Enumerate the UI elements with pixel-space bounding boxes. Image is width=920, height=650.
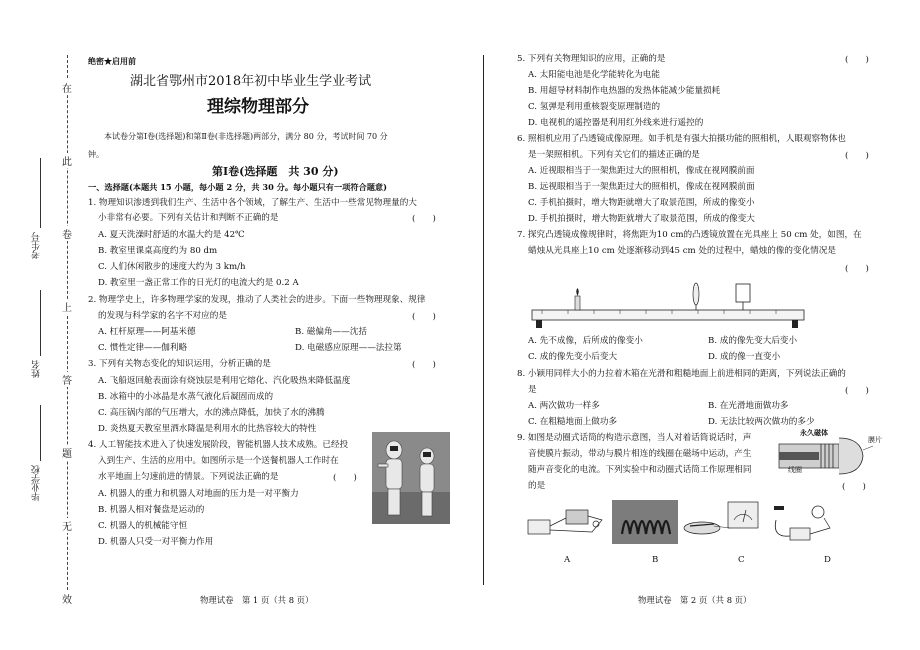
- binding-char: 无: [57, 518, 77, 533]
- question-text: 9. 如图是动圈式话筒的构造示意图，当人对着话筒说话时，声: [517, 433, 752, 443]
- answer-paren[interactable]: ( ): [412, 360, 436, 370]
- question-text: 8. 小颖用同样大小的力拉着木箱在光滑和粗糙地面上前进相同的距离，下列说法正确的: [517, 369, 846, 379]
- question-text: 是一架照相机。下列有关它们的描述正确的是: [528, 150, 700, 160]
- page-footer: 物理试卷 第 1 页（共 8 页）: [200, 595, 314, 605]
- option: C. 成的像先变小后变大: [528, 352, 618, 362]
- secret-mark: 绝密★启用前: [88, 56, 136, 66]
- answer-paren[interactable]: ( ): [333, 473, 357, 483]
- option: A. 太阳能电池是化学能转化为电能: [528, 70, 660, 80]
- question-text: 是: [528, 385, 537, 395]
- option: D. 电视机的遥控器是利用红外线来进行遥控的: [528, 118, 704, 128]
- option: A. 先不成像，后所成的像变小: [528, 336, 643, 346]
- question-text: 6. 照相机应用了凸透镜成像原理。如手机是有强大拍摄功能的照相机，人眼观察物体也: [517, 134, 846, 144]
- option: D. 无法比较两次做功的多少: [708, 417, 815, 427]
- page-footer: 物理试卷 第 2 页（共 8 页）: [638, 595, 752, 605]
- binding-char: 题: [57, 445, 77, 460]
- figure-d-circuit: [766, 498, 838, 548]
- binding-char: 上: [57, 299, 77, 314]
- option: C. 手机拍摄时，增大物距就增大了取景范围，所成的像变小: [528, 198, 755, 208]
- option: B. 磁偏角——沈括: [295, 327, 367, 337]
- field-label-school: 毕业学校: [32, 465, 42, 501]
- question-text: 的是: [528, 481, 546, 491]
- answer-paren[interactable]: ( ): [412, 312, 436, 322]
- part-title: 第Ⅰ卷(选择题 共 30 分): [212, 165, 339, 178]
- question-text: 蜡烛从光具座上10 cm 处逐渐移动到45 cm 处的过程中，蜡烛的像的变化情况是: [528, 246, 836, 256]
- question-text: 3. 下列有关物态变化的知识运用，分析正确的是: [88, 359, 271, 369]
- field-line[interactable]: [40, 405, 41, 461]
- mic-label-magnet: 永久磁体: [800, 428, 828, 437]
- mic-label-diaphragm: 膜片: [868, 436, 882, 444]
- answer-paren[interactable]: ( ): [842, 482, 866, 492]
- option: A. 杠杆原理——阿基米德: [98, 327, 196, 337]
- question-text: 4. 人工智能技术进入了快速发展阶段，智能机器人技术成熟。已经投: [88, 440, 349, 450]
- option: D. 机器人只受一对平衡力作用: [98, 537, 214, 547]
- section-title: 一、选择题(本题共 15 小题，每小题 2 分，共 30 分。每小题只有一项符合题意): [88, 182, 387, 192]
- option: A. 两次做功一样多: [528, 401, 600, 411]
- question-text: 小非常有必要。下列有关估计和判断不正确的是: [98, 213, 279, 223]
- option: C. 惯性定律——伽利略: [98, 343, 188, 353]
- question-text: 的发现与科学家的名字不对应的是: [98, 311, 227, 321]
- field-label-exam-number: 考生号: [32, 232, 42, 259]
- question-text: 入到生产、生活的应用中。如图所示是一个送餐机器人工作时在: [98, 456, 339, 466]
- option: C. 高压锅内部的气压增大，水的沸点降低，加快了水的沸腾: [98, 408, 325, 418]
- intro-line: 钟。: [88, 150, 104, 159]
- option: C. 在粗糙地面上做功多: [528, 417, 618, 427]
- answer-paren[interactable]: ( ): [845, 386, 869, 396]
- optical-bench-figure: [530, 278, 810, 330]
- option: D. 手机拍摄时，增大物距就增大了取景范围，所成的像变大: [528, 214, 755, 224]
- option: C. 氢弹是利用重核裂变原理制造的: [528, 102, 661, 112]
- question-text: 2. 物理学史上，许多物理学家的发现，推动了人类社会的进步。下面一些物理现象、规律: [88, 295, 426, 305]
- figure-label: D: [824, 555, 831, 565]
- option: C. 人们休闲散步的速度大约为 3 km/h: [98, 262, 246, 272]
- figure-label: C: [738, 555, 745, 565]
- binding-char: 卷: [57, 226, 77, 241]
- option: A. 飞船返回舱表面涂有烧蚀层是利用它熔化、汽化吸热来降低温度: [98, 376, 351, 386]
- question-text: 随声音变化的电流。下列实验中和动圈式话筒工作原理相同: [528, 465, 752, 475]
- binding-char: 此: [57, 153, 77, 168]
- option: B. 教室里课桌高度约为 80 dm: [98, 246, 218, 256]
- field-label-name: 姓名: [32, 360, 42, 378]
- question-text: 5. 下列有关物理知识的应用，正确的是: [517, 54, 666, 64]
- figure-a-circuit: [522, 498, 608, 548]
- mic-label-coil: 线圈: [788, 466, 802, 474]
- option: B. 远视眼相当于一架焦距过大的照相机，像成在视网膜前面: [528, 182, 755, 192]
- option: B. 在光滑地面做功多: [708, 401, 789, 411]
- option: B. 用超导材料制作电热器的发热体能减少能量损耗: [528, 86, 721, 96]
- question-text: 水平地面上匀速前进的情景。下列说法正确的是: [98, 472, 279, 482]
- option: A. 机器人的重力和机器人对地面的压力是一对平衡力: [98, 489, 299, 499]
- option: B. 机器人相对餐盘是运动的: [98, 505, 205, 515]
- figure-c-galvanometer: [680, 498, 766, 548]
- figure-label: A: [564, 555, 571, 565]
- answer-paren[interactable]: ( ): [845, 55, 869, 65]
- option: B. 成的像先变大后变小: [708, 336, 798, 346]
- option: A. 近视眼相当于一架焦距过大的照相机，像成在视网膜前面: [528, 166, 755, 176]
- robot-photo: [372, 432, 450, 524]
- binding-char: 在: [57, 80, 77, 95]
- option: C. 机器人的机械能守恒: [98, 521, 188, 531]
- figure-label: B: [652, 555, 659, 565]
- intro-line: 本试卷分第Ⅰ卷(选择题)和第Ⅱ卷(非选择题)两部分，满分 80 分，考试时间 70 分: [104, 132, 388, 141]
- question-text: 1. 物理知识渗透到我们生产、生活中各个领域，了解生产、生活中一些常见物理量的大: [88, 198, 417, 208]
- binding-char: 效: [57, 591, 77, 606]
- answer-paren[interactable]: ( ): [412, 214, 436, 224]
- figure-b-coil: [610, 498, 680, 548]
- field-line[interactable]: [40, 158, 41, 228]
- exam-title: 湖北省鄂州市2018年初中毕业生学业考试: [130, 74, 372, 89]
- option: D. 成的像一直变小: [708, 352, 781, 362]
- field-line[interactable]: [40, 290, 41, 356]
- option: D. 电磁感应原理——法拉第: [295, 343, 402, 353]
- option: D. 教室里一盏正常工作的日光灯的电流大约是 0.2 A: [98, 278, 299, 288]
- binding-char: 答: [57, 372, 77, 387]
- exam-subtitle: 理综物理部分: [207, 97, 309, 117]
- question-text: 音使膜片振动，带动与膜片相连的线圈在磁场中运动，产生: [528, 449, 752, 459]
- right-page: [470, 0, 920, 650]
- answer-paren[interactable]: ( ): [845, 264, 869, 274]
- answer-paren[interactable]: ( ): [845, 151, 869, 161]
- option: B. 冰箱中的小冰晶是水蒸气液化后凝固而成的: [98, 392, 274, 402]
- option: D. 炎热夏天教室里洒水降温是利用水的比热容较大的特性: [98, 424, 317, 434]
- option: A. 夏天洗澡时舒适的水温大约是 42℃: [98, 230, 245, 240]
- question-text: 7. 探究凸透镜成像规律时，将焦距为10 cm的凸透镜放置在光具座上 50 cm 处，如图，在: [517, 230, 862, 240]
